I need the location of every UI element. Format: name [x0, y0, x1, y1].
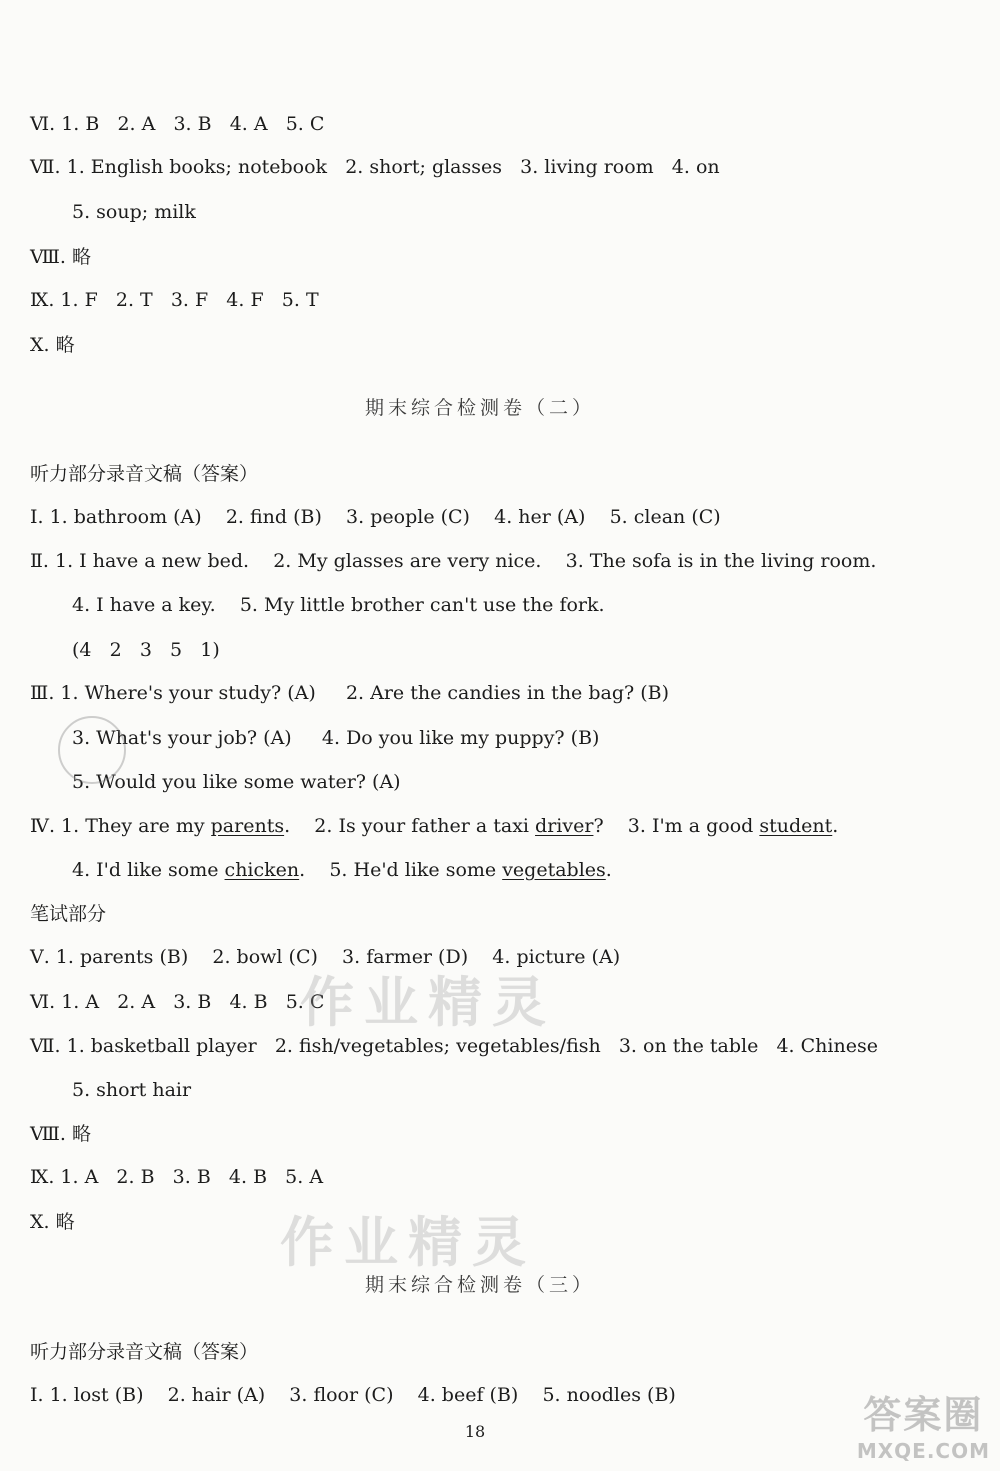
test2-answer-2: Ⅱ. 1. I have a new bed. 2. My glasses are very nice. 3. The sofa is in the living room. [30, 550, 877, 572]
test2-answer-3: Ⅲ. 1. Where's your study? (A) 2. Are the candies in the bag? (B) [30, 682, 670, 704]
test2-answer-8: Ⅷ. 略 [30, 1123, 92, 1145]
answer-line-10: Ⅹ. 略 [30, 334, 75, 356]
text: Ⅳ. 1. They are my [30, 815, 211, 837]
test2-answer-4 [30, 814, 838, 838]
site-logo: 答案圈 [863, 1393, 984, 1437]
text: 4. I'd like some [72, 859, 225, 881]
test2-answer-2-order: (4 2 3 5 1) [72, 639, 220, 661]
test2-listening-title: 听力部分录音文稿（答案） [30, 463, 259, 485]
answer-line-8: Ⅷ. 略 [30, 246, 92, 268]
test2-answer-3-cont: 3. What's your job? (A) 4. Do you like my puppy? (B) [72, 727, 600, 749]
underlined-word: parents [210, 815, 285, 837]
test2-written-title: 笔试部分 [30, 903, 107, 925]
underlined-word: vegetables [502, 859, 606, 881]
test2-answer-7-cont: 5. short hair [72, 1079, 192, 1101]
answer-line-7: Ⅶ. 1. English books; notebook 2. short; glasses 3. living room 4. on [30, 156, 720, 178]
test2-answer-9: Ⅸ. 1. A 2. B 3. B 4. B 5. A [30, 1166, 324, 1188]
test3-listening-title: 听力部分录音文稿（答案） [30, 1341, 259, 1363]
text: . [832, 815, 839, 837]
site-url: MXQE.COM [856, 1439, 990, 1463]
underlined-word: driver [535, 815, 594, 837]
text: . 2. Is your father a taxi [284, 815, 536, 837]
text: ? 3. I'm a good [593, 815, 760, 837]
site-watermark [857, 1384, 990, 1463]
stamp-seal [58, 716, 126, 784]
test2-heading: 期末综合检测卷（二） [364, 397, 595, 419]
test2-answer-1: Ⅰ. 1. bathroom (A) 2. find (B) 3. people (C) 4. her (A) 5. clean (C) [30, 506, 721, 528]
test2-answer-4-cont [72, 858, 612, 882]
underlined-word: chicken [224, 859, 300, 881]
underlined-word: student [759, 815, 833, 837]
test2-answer-3-cont2: 5. Would you like some water? (A) [72, 771, 401, 793]
watermark: 作业精灵 [280, 1211, 536, 1274]
page-number: 18 [464, 1422, 486, 1441]
test3-answer-1: Ⅰ. 1. lost (B) 2. hair (A) 3. floor (C) 4. beef (B) 5. noodles (B) [30, 1384, 676, 1406]
answer-line-6: Ⅵ. 1. B 2. A 3. B 4. A 5. C [30, 113, 325, 135]
text: . [605, 859, 612, 881]
test2-answer-7: Ⅶ. 1. basketball player 2. fish/vegetables; vegetables/fish 3. on the table 4. Chinese [30, 1035, 878, 1057]
answer-line-9: Ⅸ. 1. F 2. T 3. F 4. F 5. T [30, 289, 319, 311]
answer-line-7-cont: 5. soup; milk [72, 201, 196, 223]
test3-heading: 期末综合检测卷（三） [364, 1274, 595, 1296]
test2-answer-6: Ⅵ. 1. A 2. A 3. B 4. B 5. C [30, 991, 325, 1013]
test2-answer-5: Ⅴ. 1. parents (B) 2. bowl (C) 3. farmer (D) 4. picture (A) [30, 946, 621, 968]
watermark: 作业精灵 [300, 971, 556, 1034]
text: . 5. He'd like some [299, 859, 503, 881]
test2-answer-2-cont: 4. I have a key. 5. My little brother can't use the fork. [72, 594, 605, 616]
test2-answer-10: Ⅹ. 略 [30, 1211, 75, 1233]
